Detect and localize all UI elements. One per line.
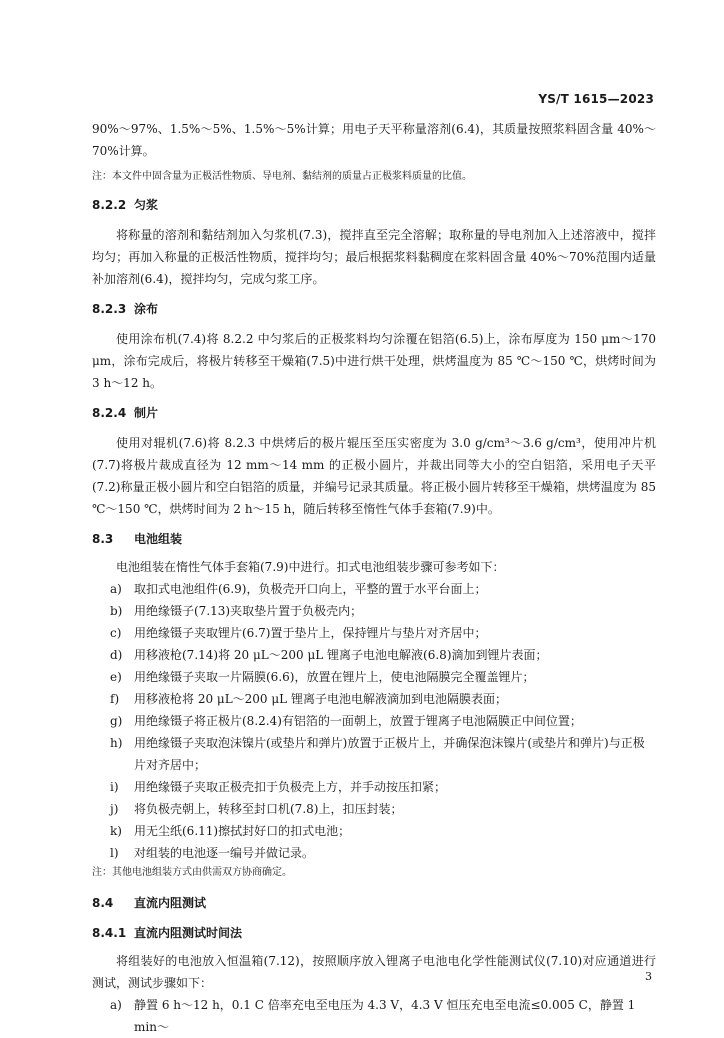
list-text: 用移液枪(7.14)将 20 μL～200 μL 锂离子电池电解液(6.8)滴加到锂片表面； <box>134 648 548 662</box>
list-item <box>92 578 656 600</box>
list-item <box>92 732 656 776</box>
section-title: 制片 <box>134 406 159 420</box>
list-label: b) <box>110 604 123 618</box>
heading-8-3 <box>92 528 656 550</box>
list-text: 用绝缘镊子(7.13)夹取垫片置于负极壳内； <box>134 604 363 618</box>
test-step-item <box>92 994 656 1038</box>
list-item <box>92 688 656 710</box>
list-item <box>92 710 656 732</box>
list-label: c) <box>110 626 122 640</box>
list-label: f) <box>110 692 120 706</box>
section-title: 电池组装 <box>134 532 183 546</box>
list-item <box>92 820 656 842</box>
list-label: j) <box>110 802 119 816</box>
list-label: d) <box>110 648 123 662</box>
continued-paragraph: 90%～97%、1.5%～5%、1.5%～5%计算；用电子天平称量溶剂(6.4)，其质量按照浆料固含量 40%～70%计算。 <box>92 122 656 158</box>
note-other-assembly: 注：其他电池组装方式由供需双方协商确定。 <box>92 867 292 878</box>
paragraph-8-2-2: 将称量的溶剂和黏结剂加入匀浆机(7.3)，搅拌直至完全溶解；取称量的导电剂加入上述溶液中，搅拌均匀；再加入称量的正极活性物质，搅拌均匀；最后根据浆料黏稠度在浆料固含量 40%～70%范围内适量补加溶剂(6.4)，搅拌均匀，完成匀浆工序。 <box>92 228 656 286</box>
list-item <box>92 622 656 644</box>
list-text: 用无尘纸(6.11)擦拭封好口的扣式电池； <box>134 824 351 838</box>
list-item <box>92 798 656 820</box>
page-content <box>0 118 724 1038</box>
list-text: 将负极壳朝上，转移至封口机(7.8)上，扣压封装； <box>134 802 403 816</box>
section-number: 8.4 <box>92 896 114 910</box>
section-title: 直流内阻测试 <box>134 896 207 910</box>
list-text: 用绝缘镊子夹取锂片(6.7)置于垫片上，保持锂片与垫片对齐居中； <box>134 626 487 640</box>
list-text: 用绝缘镊子将正极片(8.2.4)有铝箔的一面朝上，放置于锂离子电池隔膜正中间位置； <box>134 714 582 728</box>
section-title: 匀浆 <box>134 198 159 212</box>
list-item <box>92 666 656 688</box>
list-text: 静置 6 h～12 h，0.1 C 倍率充电至电压为 4.3 V，4.3 V 恒压充电至电流≤0.005 C，静置 1 min～ <box>134 998 636 1034</box>
list-item <box>92 842 656 864</box>
list-label: h) <box>110 736 123 750</box>
list-label: g) <box>110 714 123 728</box>
list-text: 用绝缘镊子夹取泡沫镍片(或垫片和弹片)放置于正极片上，并确保泡沫镍片(或垫片和弹片)与正极片对齐居中； <box>134 736 645 772</box>
page-number: 3 <box>645 970 652 983</box>
paragraph-8-2-4: 使用对辊机(7.6)将 8.2.3 中烘烤后的极片辊压至压实密度为 3.0 g/cm³～3.6 g/cm³，使用冲片机(7.7)将极片裁成直径为 12 mm～14 mm 的正极小圆片，并裁出同等大小的空白铝箔，采用电子天平(7.2)称量正极小圆片和空白铝箔的质量，并编号记录其质量。将正极小圆片转移至干燥箱，烘烤温度为 85 ℃～150 ℃，烘烤时间为 2 h～15 h，随后转移至惰性气体手套箱(7.9)中。 <box>92 436 656 516</box>
paragraph-8-4-1: 将组装好的电池放入恒温箱(7.12)，按照顺序放入锂离子电池电化学性能测试仪(7.10)对应通道进行测试，测试步骤如下： <box>92 954 656 990</box>
heading-8-2-4 <box>92 402 656 424</box>
list-text: 用移液枪将 20 μL～200 μL 锂离子电池电解液滴加到电池隔膜表面； <box>134 692 507 706</box>
list-label: e) <box>110 670 122 684</box>
assembly-steps-list <box>92 578 656 864</box>
standard-code: YS/T 1615—2023 <box>538 92 654 106</box>
heading-8-4-1 <box>92 922 656 944</box>
section-number: 8.3 <box>92 532 114 546</box>
section-number: 8.4.1 <box>92 926 127 940</box>
list-label: k) <box>110 824 122 838</box>
list-label: a) <box>110 998 122 1012</box>
paragraph-8-3-intro: 电池组装在惰性气体手套箱(7.9)中进行。扣式电池组装步骤可参考如下： <box>116 560 505 574</box>
list-item <box>92 600 656 622</box>
list-text: 对组装的电池逐一编号并做记录。 <box>134 846 315 860</box>
heading-8-2-2 <box>92 194 656 216</box>
heading-8-4 <box>92 892 656 914</box>
list-label: i) <box>110 780 119 794</box>
list-item <box>92 644 656 666</box>
paragraph-8-2-3: 使用涂布机(7.4)将 8.2.2 中匀浆后的正极浆料均匀涂覆在铝箔(6.5)上，涂布厚度为 150 μm～170 μm，涂布完成后，将极片转移至干燥箱(7.5)中进行烘干处理，烘烤温度为 85 ℃～150 ℃，烘烤时间为 3 h～12 h。 <box>92 332 656 390</box>
list-label: l) <box>110 846 119 860</box>
list-text: 用绝缘镊子夹取一片隔膜(6.6)，放置在锂片上，使电池隔膜完全覆盖锂片； <box>134 670 535 684</box>
list-label: a) <box>110 582 122 596</box>
section-number: 8.2.2 <box>92 198 127 212</box>
list-item <box>92 776 656 798</box>
list-text: 取扣式电池组件(6.9)，负极壳开口向上，平整的置于水平台面上； <box>134 582 487 596</box>
heading-8-2-3 <box>92 298 656 320</box>
section-number: 8.2.3 <box>92 302 127 316</box>
section-title: 直流内阻测试时间法 <box>134 926 243 940</box>
section-number: 8.2.4 <box>92 406 127 420</box>
list-text: 用绝缘镊子夹取正极壳扣于负极壳上方，并手动按压扣紧； <box>134 780 447 794</box>
section-title: 涂布 <box>134 302 159 316</box>
note-solid-content: 注：本文件中固含量为正极活性物质、导电剂、黏结剂的质量占正极浆料质量的比值。 <box>92 171 472 182</box>
